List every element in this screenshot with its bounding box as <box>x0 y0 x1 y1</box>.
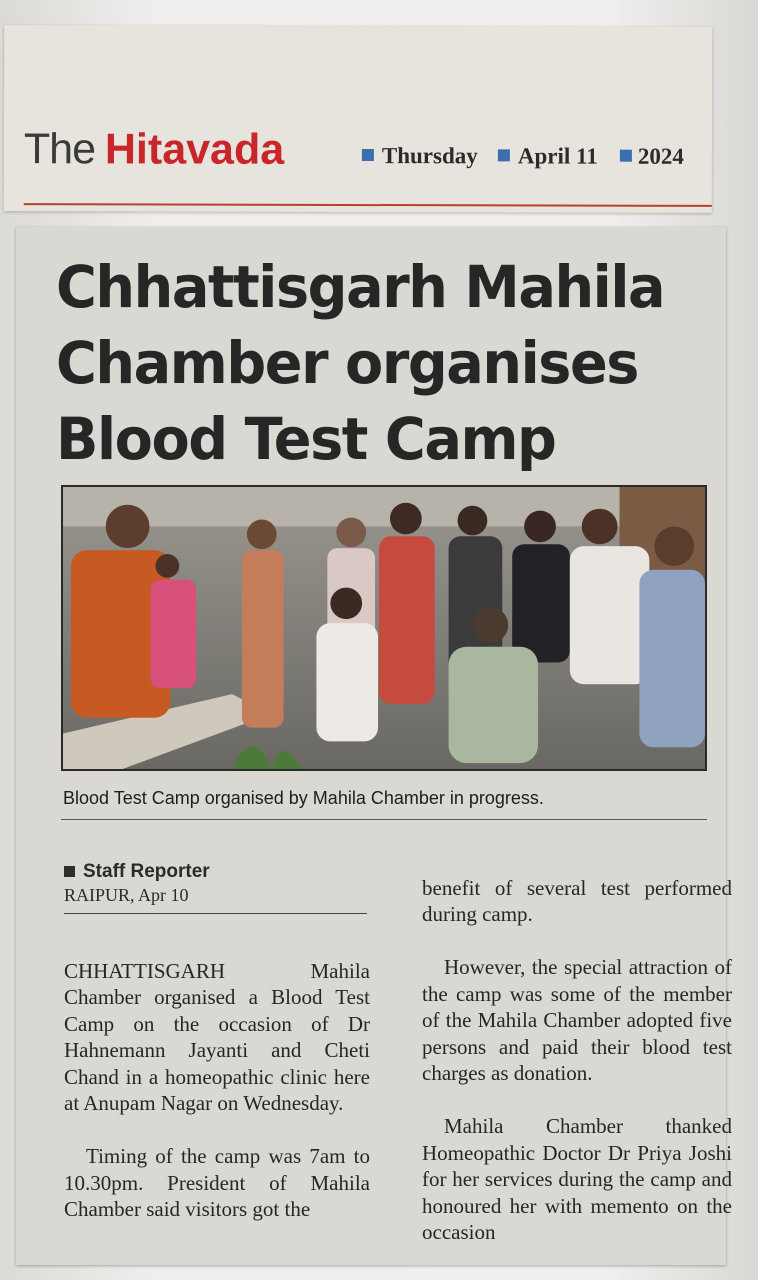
article-photo <box>61 485 707 771</box>
placeline-rule <box>64 913 367 914</box>
masthead-clipping <box>4 25 712 213</box>
body-paragraph: CHHATTISGARH Mahila Chamber organised a Blood Test Camp on the occasion of Dr Hahnemann Jayanti and Cheti Chand in a homeopathic clinic here at Anupam Nagar on Wednesday. <box>64 958 370 1115</box>
masthead-rule <box>24 203 712 207</box>
caption-rule <box>61 819 707 820</box>
headline-line: Chamber organises <box>56 329 638 397</box>
body-paragraph: Mahila Chamber thanked Homeopathic Doctor Dr Priya Joshi for her services during the camp and honoured her with memento on the occasion <box>422 1114 732 1244</box>
byline-square-icon <box>64 866 75 877</box>
headline-line: Blood Test Camp <box>56 405 556 473</box>
body-paragraph: Timing of the camp was 7am to 10.30pm. President of Mahila Chamber said visitors got the <box>64 1144 370 1221</box>
headline-line: Chhattisgarh Mahila <box>56 253 665 321</box>
body-column-1 <box>64 931 370 1249</box>
logo-the: The <box>23 125 96 174</box>
placeline: RAIPUR, Apr 10 <box>64 885 189 905</box>
article-clipping <box>16 227 732 1265</box>
body-paragraph: benefit of several test performed during camp. <box>422 875 732 926</box>
dateline-day: Thursday <box>381 143 478 169</box>
dateline-date: April 11 <box>517 143 598 169</box>
body-column-2 <box>422 848 732 1272</box>
photo-caption: Blood Test Camp organised by Mahila Chamber in progress. <box>63 788 544 808</box>
body-paragraph: However, the special attraction of the camp was some of the member of the Mahila Chamber adopted five persons and paid their blood test charges as donation. <box>422 955 732 1085</box>
byline: Staff Reporter <box>83 861 210 882</box>
headline <box>56 249 670 477</box>
square-bullet-icon <box>362 149 374 161</box>
dateline-year: 2024 <box>637 143 684 169</box>
square-bullet-icon <box>498 149 510 161</box>
square-bullet-icon <box>620 150 632 162</box>
logo-hitavada: Hitavada <box>104 125 285 174</box>
